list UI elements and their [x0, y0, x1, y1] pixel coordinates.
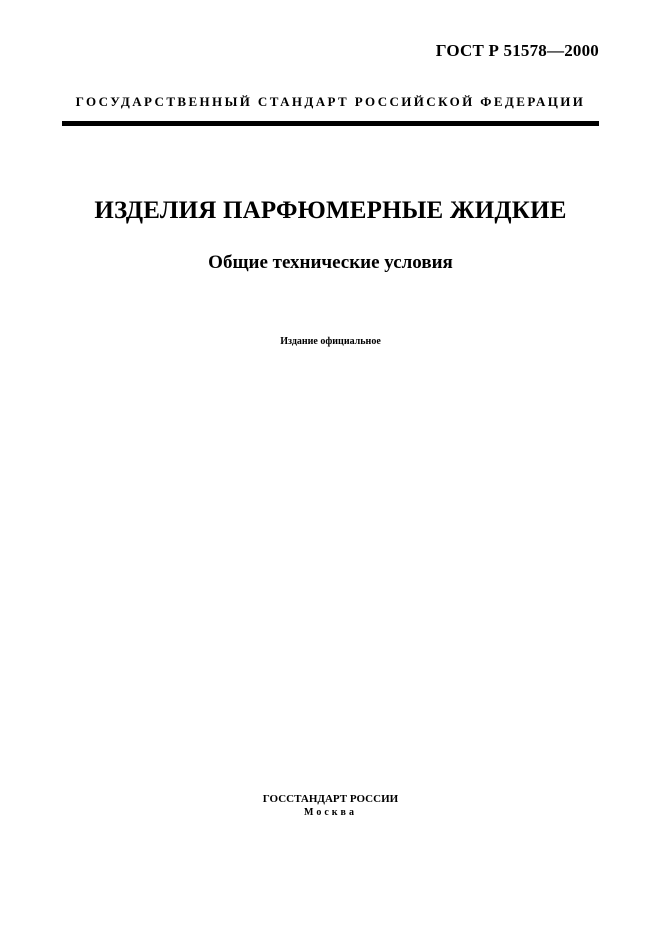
- edition-note: Издание официальное: [280, 336, 381, 347]
- document-subtitle: Общие технические условия: [208, 252, 453, 273]
- publication-city: Москва: [304, 807, 357, 818]
- publisher-name: ГОССТАНДАРТ РОССИИ: [262, 793, 399, 805]
- document-code: ГОСТ Р 51578—2000: [435, 41, 599, 60]
- issuing-authority: ГОСУДАРСТВЕННЫЙ СТАНДАРТ РОССИЙСКОЙ ФЕДЕРАЦИИ: [75, 94, 586, 109]
- document-title: ИЗДЕЛИЯ ПАРФЮМЕРНЫЕ ЖИДКИЕ: [94, 197, 567, 224]
- header-divider: [62, 121, 599, 126]
